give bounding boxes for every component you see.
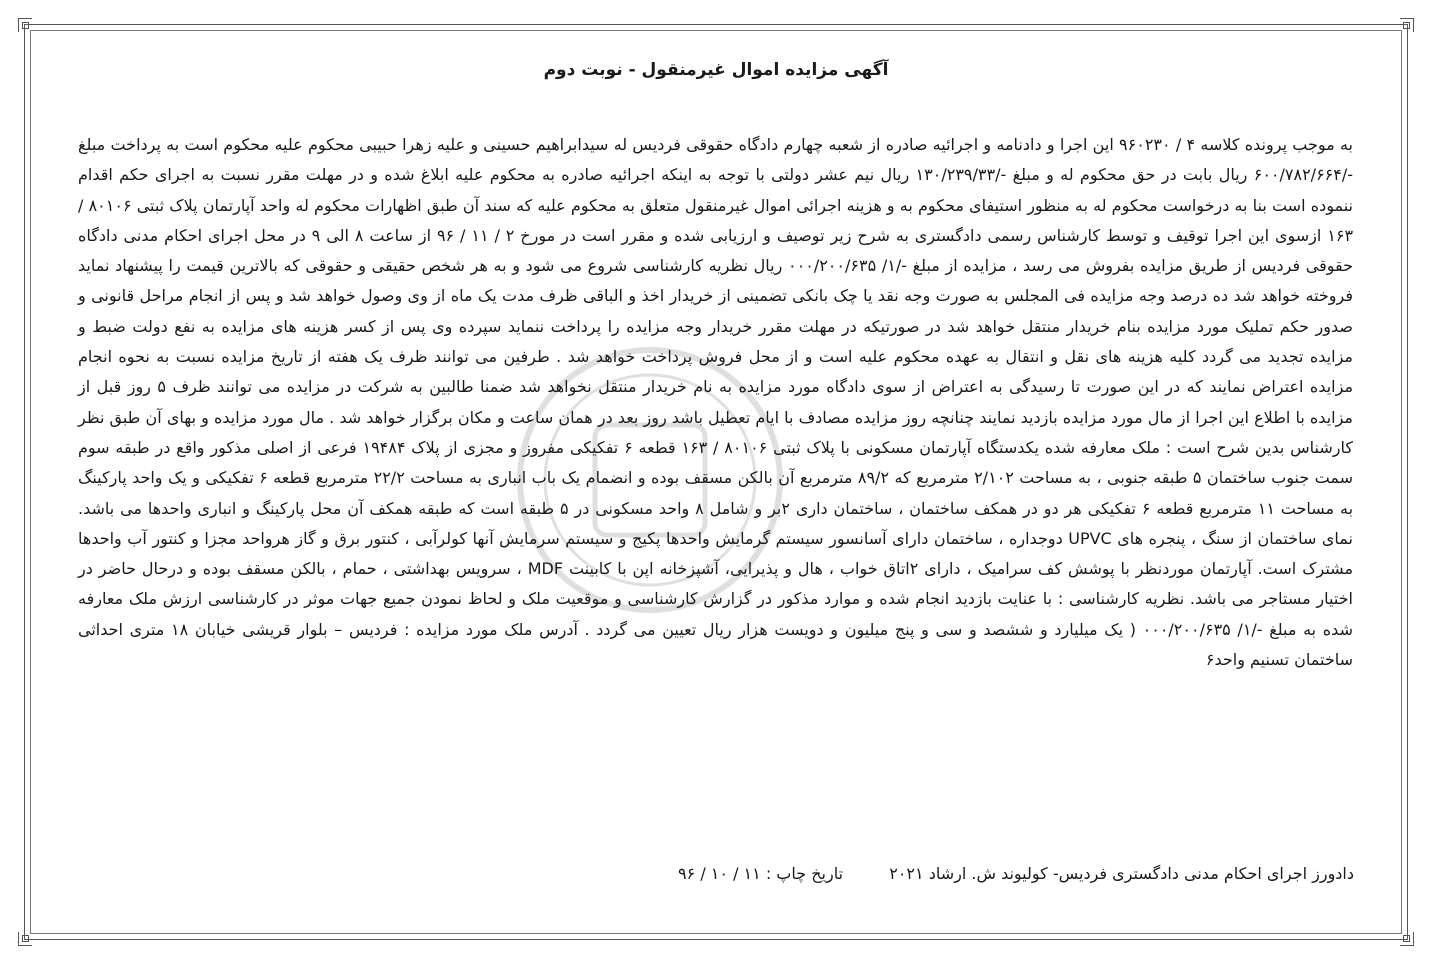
corner-ornament-top-left: [18, 18, 36, 36]
corner-ornament-bottom-right: [1396, 928, 1414, 946]
corner-ornament-top-right: [1396, 18, 1414, 36]
notice-title: آگهی مزایده اموال غیرمنقول - نوبت دوم: [543, 60, 889, 80]
notice-body: به موجب پرونده کلاسه ۴ / ۹۶۰۲۳۰ این اجرا و دادنامه و اجرائیه صادره از شعبه چهارم دادگاه حقوقی فردیس له سیدابراهیم حسینی و علیه زهرا حبیبی محکوم علیه محکوم است به پرداخت مبلغ -/۶۰۰/۷۸۲/۶۶۴ ریال بابت در حق محکوم له و مبلغ -/۱۳۰/۲۳۹/۳۳ ریال نیم عشر دولتی با توجه به اینکه اجرائیه صادره به محکوم علیه ابلاغ شده و در مهلت مقرر نسبت به اجرای حکم اقدام ننموده است بنا به درخواست محکوم له به منظور استیفای محکوم به و هزینه اجرائی اموال غیرمنقول متعلق به محکوم علیه که سند آن طبق اظهارات محکوم له واحد آپارتمان پلاک ثبتی ۸۰۱۰۶ / ۱۶۳ ازسوی این اجرا توقیف و توسط کارشناس رسمی دادگستری به شرح زیر توصیف و ارزیابی شده و مقرر است در مورخ ۲ / ۱۱ / ۹۶ از ساعت ۸ الی ۹ در محل اجرای احکام مدنی دادگاه حقوقی فردیس از طریق مزایده بفروش می رسد ، مزایده از مبلغ -/۱/ ۰۰۰/۲۰۰/۶۳۵ ریال نظریه کارشناسی شروع می شود و به هر شخص حقیقی و حقوقی که بالاترین قیمت را پیشنهاد نماید فروخته خواهد شد ده درصد وجه مزایده فی المجلس به صورت وجه نقد یا چک بانکی تضمینی از خریدار اخذ و الباقی ظرف مدت یک ماه از وی وصول خواهد شد و پس از انجام مراحل قانونی و صدور حکم تملیک مورد مزایده بنام خریدار منتقل خواهد شد در صورتیکه در مهلت مقرر خریدار وجه مزایده را پرداخت ننماید سپرده وی پس از کسر هزینه های مزایده به نفع دولت ضبط و مزایده تجدید می گردد کلیه هزینه های نقل و انتقال به عهده محکوم علیه است و از محل فروش پرداخت خواهد شد . طرفین می توانند ظرف یک هفته از تاریخ مزایده نسبت به نحوه انجام مزایده اعتراض نمایند که در این صورت تا رسیدگی به اعتراض از سوی دادگاه مورد مزایده به نام خریدار منتقل نخواهد شد ضمنا طالبین به شرکت در مزایده می توانند ظرف ۵ روز قبل از مزایده با اطلاع این اجرا از مال مورد مزایده بازدید نمایند چنانچه روز مزایده مصادف با ایام تعطیل باشد روز بعد در همان ساعت و مکان برگزار خواهد شد . مال مورد مزایده و بهای آن طبق نظر کارشناس بدین شرح است : ملک معارفه شده یکدستگاه آپارتمان مسکونی با پلاک ثبتی ۸۰۱۰۶ / ۱۶۳ قطعه ۶ تفکیکی مفروز و مجزی از پلاک ۱۹۴۸۴ فرعی از اصلی مذکور واقع در طبقه سوم سمت جنوب ساختمان ۵ طبقه جنوبی ، به مساحت ۲/۱۰۲ مترمربع که ۸۹/۲ مترمربع آن بالکن مسقف بوده و انضمام یک باب انباری به مساحت ۲۲/۲ مترمربع قطعه ۶ تفکیکی و یک واحد پارکینگ به مساحت ۱۱ مترمربع قطعه ۶ تفکیکی هر دو در همکف ساختمان ، ساختمان داری ۲بر و شامل ۸ واحد مسکونی در ۵ طبقه است که طبقه همکف آن محل پارکینگ و انباری واحدها می باشد. نمای ساختمان از سنگ ، پنجره های UPVC دوجداره ، ساختمان دارای آسانسور سیستم گرمایش واحدها پکیج و سیستم سرمایش آنها کولرآبی ، کنتور برق و گاز هرواحد مجزا و کنتور آب واحدها مشترک است. آپارتمان مورد‌نظر با پوشش کف سرامیک ، دارای ۲اتاق خواب ، هال و پذیرایی، آشپزخانه اپن با کابینت MDF ، سرویس بهداشتی ، حمام ، بالکن مسقف بوده و درحال حاضر در اختیار مستاجر می باشد. نظریه کارشناسی : با عنایت بازدید انجام شده و موارد مذکور در گزارش کارشناسی و موقعیت ملک و لحاظ نمودن جمیع جهات موثر در کارشناسی ارزش ملک معارفه شده به مبلغ -/۱/ ۰۰۰/۲۰۰/۶۳۵ ( یک میلیارد و ششصد و سی و پنج میلیون و دویست هزار ریال تعیین می گردد . آدرس ملک مورد مزایده : فردیس – بلوار قریشی خیابان ۱۸ متری احداثی ساختمان تسنیم واحد۶: [78, 135, 1354, 670]
print-date-text: تاریخ چاپ : ۱۱ / ۱۰ / ۹۶: [678, 864, 844, 883]
signature-line: [79, 864, 1354, 883]
corner-ornament-bottom-left: [18, 928, 36, 946]
issuer-text: دادورز اجرای احکام مدنی دادگستری فردیس- کولیوند ش. ارشاد ۲۰۲۱: [889, 864, 1354, 883]
